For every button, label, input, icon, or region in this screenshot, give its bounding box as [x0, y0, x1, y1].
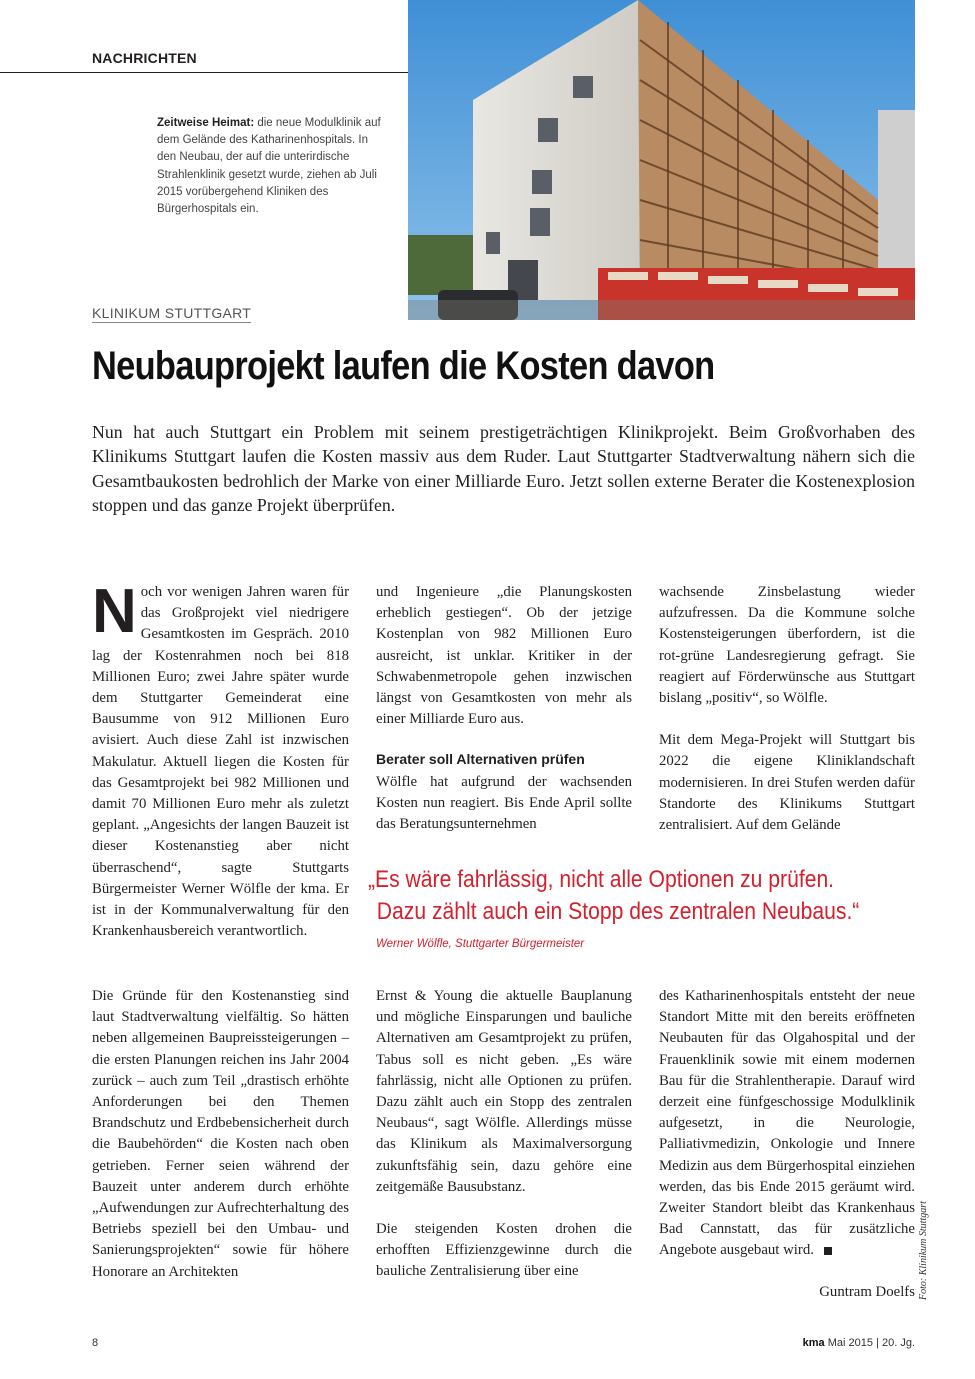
body-paragraph: Die steigenden Kosten drohen die erhofften Effizienzgewinne durch die bauliche Zentralisierung über eine	[376, 1221, 632, 1280]
volume: 20. Jg.	[881, 1337, 915, 1349]
body-column-1-bottom	[92, 986, 349, 1283]
body-paragraph: Berater soll Alternativen prüfen Wölfle hat aufgrund der wachsenden Kosten nun reagiert. Bis Ende April sollte das Beratungsunternehmen	[376, 751, 632, 833]
body-paragraph: Noch vor wenigen Jahren waren für das Großprojekt viel niedrigere Gesamtkosten im Gespräch. 2010 lag der Kostenrahmen noch bei 818 Millionen Euro; zwei Jahre später wurde dem Stuttgarter Gemeinderat eine Bausumme von 912 Millionen Euro avisiert. Auch diese Zahl ist inzwischen Makulatur. Aktuell liegen die Kosten für das Gesamtprojekt bei 982 Millionen und damit 70 Millionen Euro mehr als zuletzt geplant. „Angesichts der langen Bauzeit ist dieser Kostenanstieg aber nicht überraschend“, sagte Stuttgarts Bürgermeister Werner Wölfle der kma. Er ist in der Kommunalverwaltung für den Krankenhausbereich verantwortlich.	[92, 577, 349, 940]
footer-separator: |	[876, 1337, 879, 1349]
pull-quote-line: „Es wäre fahrlässig, nicht alle Optionen zu prüfen.	[368, 866, 835, 893]
body-paragraph: des Katharinenhospitals entsteht der neue Standort Mitte mit den bereits eröffneten Neubauten für das Olgahospital und der Frauenklinik sowie mit einem modernen Bau für die Strahlentherapie. Darauf wird derzeit eine fünfgeschossige Modulklinik aufgesetzt, in die Neurologie, Palliativmedizin, Onkologie und Innere Medizin aus dem Bürgerhospital einziehen werden, das bis Ende 2015 geräumt wird. Zweiter Standort bleibt das Krankenhaus Bad Cannstatt, das für zusätzliche Angebote ausgebaut wird.	[659, 988, 915, 1259]
header-rule	[0, 72, 408, 73]
body-paragraph: Die Gründe für den Kostenanstieg sind laut Stadtverwaltung vielfältig. So hätten neben allgemeinen Baupreissteigerungen – die ersten Planungen reichen ins Jahr 2004 zurück – auch zum Teil „drastisch erhöhte Anforderungen bei den Themen Brandschutz und Erdbebensicherheit durch die Baubehörden“ die Kosten nach oben getrieben. Ferner seien während der Bauzeit unter anderem durch erhöhte „Aufwendungen zur Aufrechterhaltung des Betriebs speziell bei den Umbau- und Sanierungsprojekten“ sowie für höhere Honorare an Architekten	[92, 988, 349, 1280]
drop-cap: N	[92, 577, 137, 646]
footer-issue	[803, 1337, 915, 1349]
body-column-3-bottom	[659, 986, 915, 1262]
subheading: Berater soll Alternativen prüfen	[376, 751, 585, 768]
article-lead: Nun hat auch Stuttgart ein Problem mit seinem prestigeträchtigen Klinikprojekt. Beim Großvorhaben des Klinikums Stuttgart laufen die Kosten massiv aus dem Ruder. Laut Stuttgarter Stadtverwaltung nähern sich die Gesamtbaukosten bedrohlich der Marke von einer Milliarde Euro. Jetzt sollen externe Berater die Kostenexplosion stoppen und das ganze Projekt überprüfen.	[92, 422, 915, 516]
body-column-1-top	[92, 577, 349, 942]
article-kicker: KLINIKUM STUTTGART	[92, 305, 252, 321]
photo-credit: Foto: Klinikum Stuttgart	[918, 1201, 929, 1300]
magazine-name: kma	[802, 1337, 825, 1349]
author-name: Guntram Doelfs	[819, 1284, 915, 1300]
section-label: NACHRICHTEN	[92, 50, 197, 66]
body-paragraph: Mit dem Mega-Projekt will Stuttgart bis 2022 die eigene Kliniklandschaft modernisieren. In drei Stufen werden dafür Standorte des Klinikums Stuttgart zentralisiert. Auf dem Gelände	[659, 732, 915, 834]
body-paragraph: und Ingenieure „die Planungskosten erheblich gestiegen“. Ob der jetzige Kostenplan von 982 Millionen Euro ausreicht, ist unklar. Kritiker in der Schwabenmetropole gehen inzwischen längst von Gesamtkosten von mehr als einer Milliarde Euro aus.	[376, 584, 632, 728]
pull-quote-line: Dazu zählt auch ein Stopp des zentralen Neubaus.“	[376, 898, 860, 925]
caption-lead: Zeitweise Heimat:	[157, 117, 255, 129]
pull-quote-attribution: Werner Wölfle, Stuttgarter Bürgermeister	[376, 938, 585, 950]
body-paragraph: Ernst & Young die aktuelle Bauplanung und mögliche Einsparungen und bauliche Alternativen am Gesamtprojekt zu prüfen, Tabus soll es nicht geben. „Es wäre fahrlässig, nicht alle Optionen zu prüfen. Dazu zählt auch ein Stopp des zentralen Neubaus“, sagt Wölfle. Allerdings müsse das Klinikum als Maximalversorgung zukunftsfähig sein, dazu gehöre eine zeitgemäße Bausubstanz.	[376, 988, 632, 1195]
body-column-2-top	[376, 582, 632, 835]
body-column-3-top	[659, 582, 915, 836]
article-headline: Neubauprojekt laufen die Kosten davon	[92, 344, 715, 388]
caption-text: die neue Modulklinik auf dem Gelände des Katharinenhospitals. In den Neubau, der auf die unterirdische Strahlenklinik gesetzt wurde, ziehen ab Juli 2015 vorübergehend Kliniken des Bürgerhospitals ein.	[157, 117, 381, 216]
pull-quote	[368, 864, 861, 928]
body-column-2-bottom	[376, 986, 632, 1283]
issue-date: Mai 2015	[827, 1337, 873, 1349]
end-mark-icon	[824, 1247, 832, 1255]
building-photo	[408, 0, 915, 320]
photo-caption	[157, 115, 387, 218]
body-paragraph: wachsende Zinsbelastung wieder aufzufressen. Da die Kommune solche Kostensteigerungen überfordern, ist die rot-grüne Landesregierung gefragt. Sie reagiert auf Förderwünsche aus Stuttgart bislang „positiv“, so Wölfle.	[659, 584, 915, 707]
page-number: 8	[92, 1337, 99, 1349]
